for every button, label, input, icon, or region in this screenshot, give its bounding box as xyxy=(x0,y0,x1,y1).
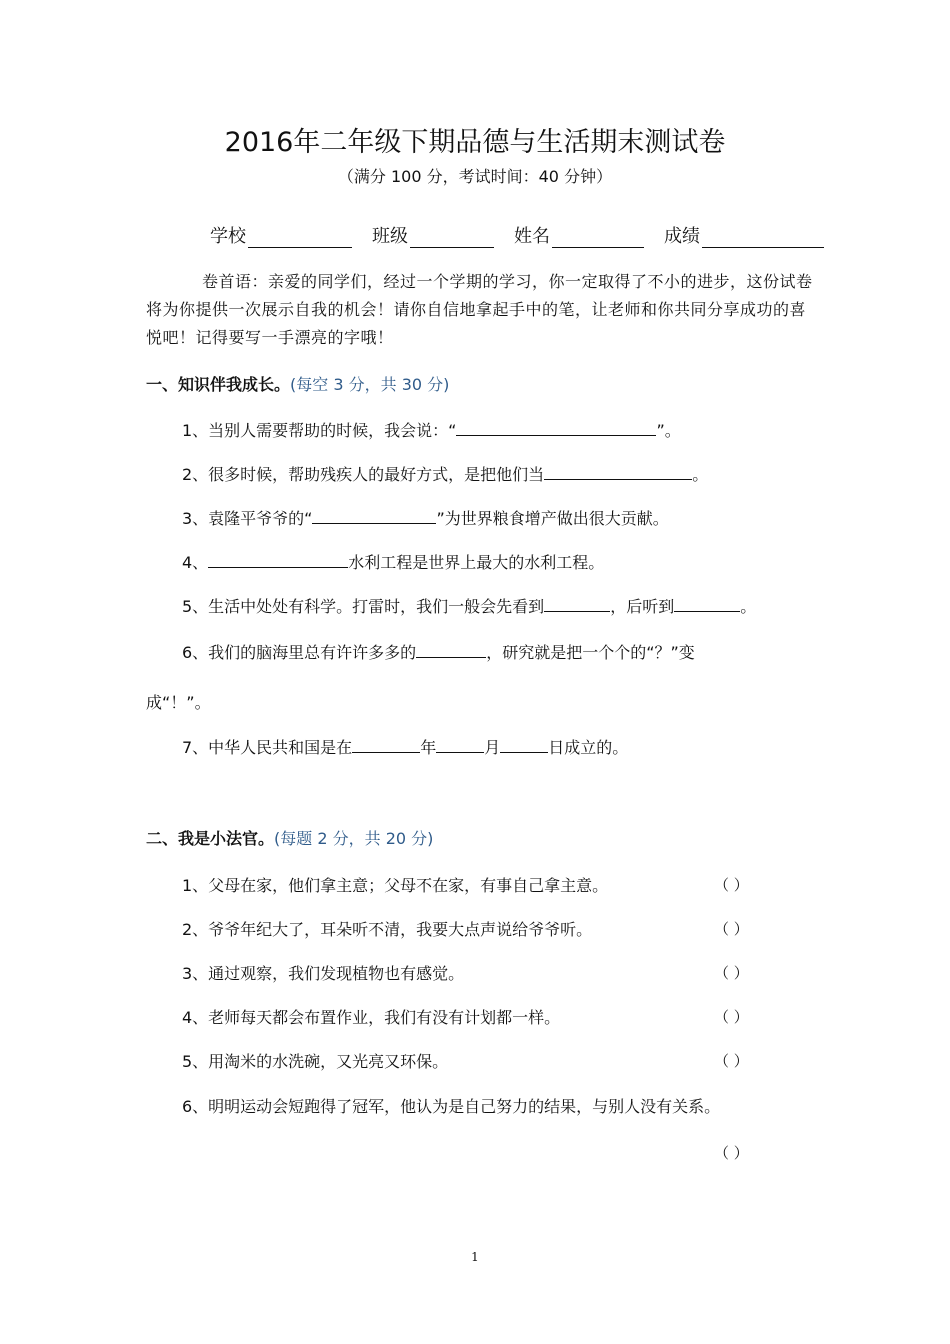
q1-5-text-c: 。 xyxy=(740,597,757,616)
q1-7-text-b: 年 xyxy=(420,738,437,757)
page-title: 2016年二年级下期品德与生活期末测试卷 xyxy=(224,127,726,158)
q1-6-blank[interactable] xyxy=(416,643,486,658)
q1-7-blank-month[interactable] xyxy=(436,738,484,753)
preface-paragraph: 卷首语：亲爱的同学们，经过一个学期的学习，你一定取得了不小的进步，这份试卷将为你提供一次展示自我的机会！请你自信地拿起手中的笔，让老师和你共同分享成功的喜悦吧！记得要写一手漂亮的字哦！ xyxy=(146,272,813,347)
question-1-4 xyxy=(182,550,604,573)
q1-1-blank[interactable] xyxy=(456,421,656,436)
q1-7-blank-year[interactable] xyxy=(352,738,420,753)
score-blank[interactable] xyxy=(702,229,824,248)
section2-title: 二、我是小法官。 xyxy=(146,829,275,848)
class-blank[interactable] xyxy=(410,229,494,248)
name-field[interactable] xyxy=(514,222,644,248)
section1-heading xyxy=(146,372,449,395)
answer-paren-2-3[interactable]: （ ） xyxy=(714,964,749,982)
answer-paren-2-5[interactable]: （ ） xyxy=(714,1052,749,1070)
question-1-2 xyxy=(182,462,708,485)
question-2-2: 2、爷爷年纪大了，耳朵听不清，我要大点声说给爷爷听。 xyxy=(182,920,593,939)
q1-7-blank-day[interactable] xyxy=(500,738,548,753)
q1-7-text-d: 日成立的。 xyxy=(548,738,629,757)
question-1-1 xyxy=(182,418,681,441)
answer-paren-2-1[interactable]: （ ） xyxy=(714,876,749,894)
q1-3-text-b: ”为世界粮食增产做出很大贡献。 xyxy=(436,509,669,528)
question-2-6: 6、明明运动会短跑得了冠军，他认为是自己努力的结果，与别人没有关系。 xyxy=(182,1097,721,1116)
q1-5-text-b: ，后听到 xyxy=(610,597,675,616)
question-1-3 xyxy=(182,506,669,529)
q1-5-text-a: 5、生活中处处有科学。打雷时，我们一般会先看到 xyxy=(182,597,545,616)
section2-heading xyxy=(146,826,433,849)
school-blank[interactable] xyxy=(248,229,352,248)
school-field[interactable] xyxy=(210,222,352,248)
q1-2-blank[interactable] xyxy=(544,465,692,480)
question-1-6 xyxy=(182,640,695,663)
score-field[interactable] xyxy=(664,222,824,248)
answer-paren-2-2[interactable]: （ ） xyxy=(714,920,749,938)
student-info-row xyxy=(210,222,844,248)
section1-score: (每空 3 分，共 30 分) xyxy=(290,375,450,394)
q1-5-blank-2[interactable] xyxy=(674,597,740,612)
name-blank[interactable] xyxy=(552,229,644,248)
class-field[interactable] xyxy=(372,222,494,248)
question-2-3: 3、通过观察，我们发现植物也有感觉。 xyxy=(182,964,465,983)
q1-4-text-b: 水利工程是世界上最大的水利工程。 xyxy=(348,553,605,572)
question-2-5: 5、用淘米的水洗碗，又光亮又环保。 xyxy=(182,1052,449,1071)
q1-6-text-a: 6、我们的脑海里总有许许多多的 xyxy=(182,643,417,662)
answer-paren-2-6[interactable]: （ ） xyxy=(714,1144,749,1162)
q1-7-text-c: 月 xyxy=(484,738,501,757)
page-number: 1 xyxy=(471,1250,479,1264)
q1-1-text-b: ”。 xyxy=(656,421,681,440)
q1-1-text-a: 1、当别人需要帮助的时候，我会说：“ xyxy=(182,421,457,440)
section1-title: 一、知识伴我成长。 xyxy=(146,375,291,394)
name-label: 姓名 xyxy=(514,226,550,247)
school-label: 学校 xyxy=(210,226,246,247)
score-label: 成绩 xyxy=(664,226,700,247)
q1-3-blank[interactable] xyxy=(312,509,436,524)
q1-3-text-a: 3、袁隆平爷爷的“ xyxy=(182,509,313,528)
question-1-5 xyxy=(182,594,756,617)
page-subtitle: （满分 100 分，考试时间：40 分钟） xyxy=(337,167,613,186)
q1-2-text-b: 。 xyxy=(692,465,709,484)
question-1-7 xyxy=(182,735,628,758)
class-label: 班级 xyxy=(372,226,408,247)
q1-2-text-a: 2、很多时候，帮助残疾人的最好方式，是把他们当 xyxy=(182,465,545,484)
q1-7-text-a: 7、中华人民共和国是在 xyxy=(182,738,353,757)
q1-4-blank[interactable] xyxy=(208,553,348,568)
question-1-6-continued: 成“！”。 xyxy=(146,693,211,712)
q1-5-blank-1[interactable] xyxy=(544,597,610,612)
question-2-4: 4、老师每天都会布置作业，我们有没有计划都一样。 xyxy=(182,1008,561,1027)
q1-4-text-a: 4、 xyxy=(182,553,209,572)
answer-paren-2-4[interactable]: （ ） xyxy=(714,1008,749,1026)
question-2-1: 1、父母在家，他们拿主意；父母不在家，有事自己拿主意。 xyxy=(182,876,609,895)
q1-6-text-b: ，研究就是把一个个的“？”变 xyxy=(486,643,695,662)
section2-score: (每题 2 分，共 20 分) xyxy=(274,829,434,848)
